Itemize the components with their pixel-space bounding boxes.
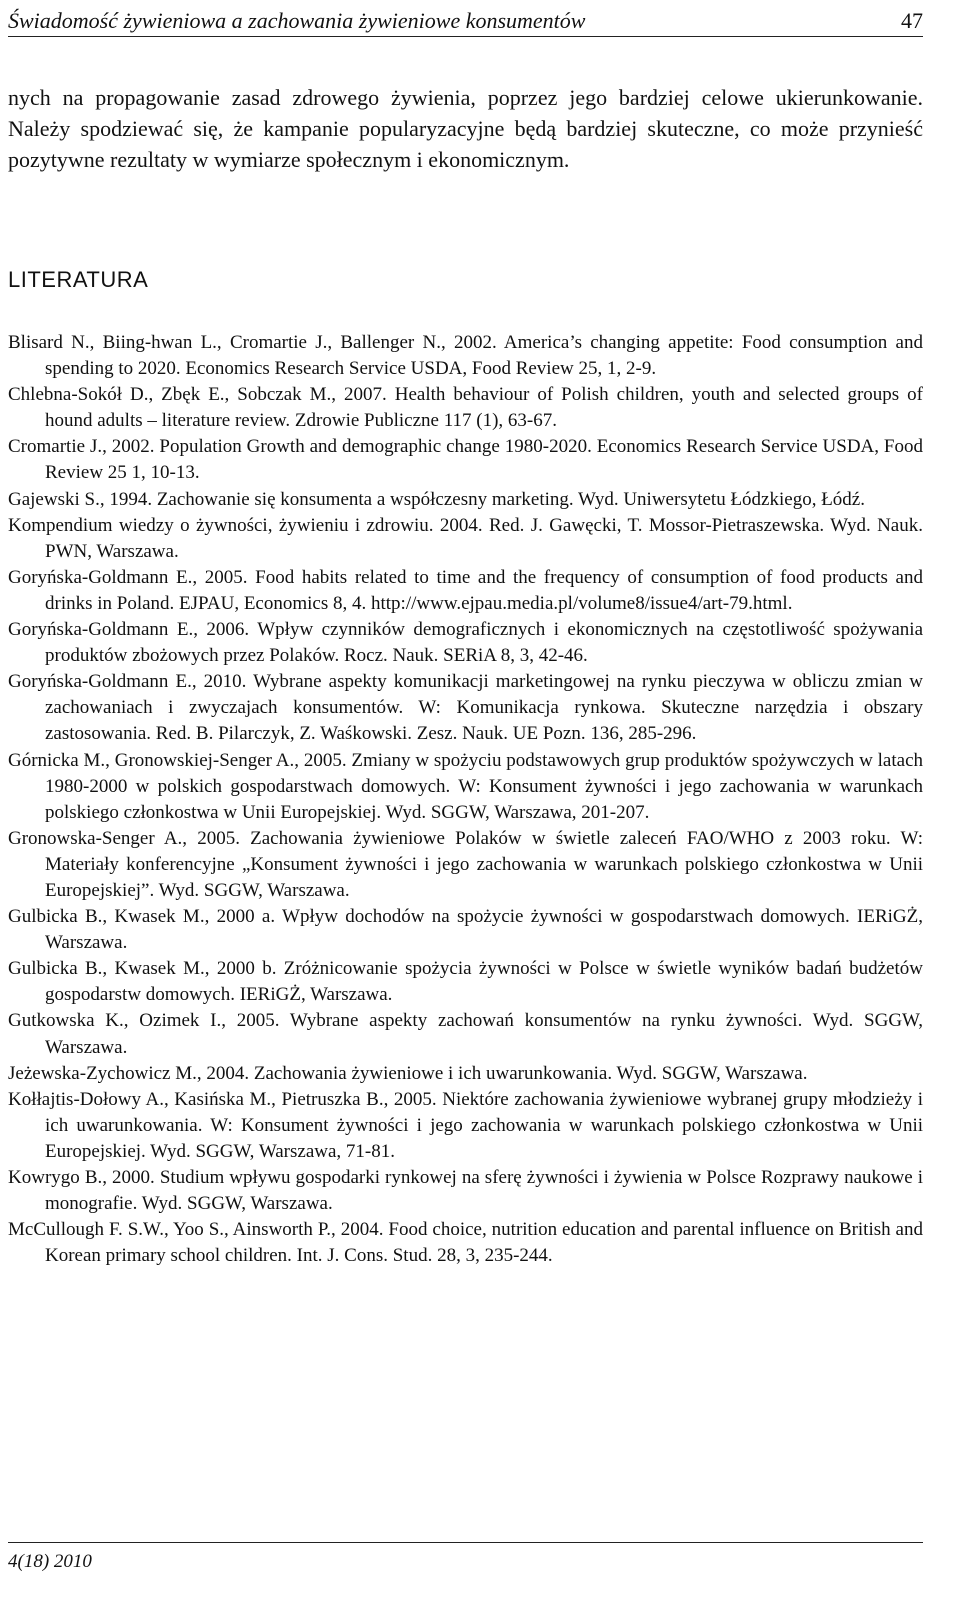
reference-item: Gronowska-Senger A., 2005. Zachowania żywieniowe Polaków w świetle zaleceń FAO/WHO z 2003 roku. W: Materiały konferencyjne „Konsument żywności i jego zachowania w warunkach polskiego członkostwa w Unii Europejskiej”. Wyd. SGGW, Warszawa. [8, 827, 923, 901]
running-footer [8, 1542, 923, 1573]
reference-item: Goryńska-Goldmann E., 2006. Wpływ czynników demograficznych i ekonomicznych na częstotliwość spożywania produktów zbożowych przez Polaków. Rocz. Nauk. SERiA 8, 3, 42-46. [8, 619, 923, 667]
reference-item: Goryńska-Goldmann E., 2005. Food habits related to time and the frequency of consumption of food products and drinks in Poland. EJPAU, Economics 8, 4. http://www.ejpau.media.pl/volume8/issue4/art-79.html. [8, 566, 923, 614]
reference-item: McCullough F. S.W., Yoo S., Ainsworth P., 2004. Food choice, nutrition education and parental influence on British and Korean primary school children. Int. J. Cons. Stud. 28, 3, 235-244. [8, 1219, 923, 1267]
reference-item: Jeżewska-Zychowicz M., 2004. Zachowania żywieniowe i ich uwarunkowania. Wyd. SGGW, Warszawa. [8, 1062, 808, 1084]
reference-item: Blisard N., Biing-hwan L., Cromartie J., Ballenger N., 2002. America’s changing appetite: Food consumption and spending to 2020. Economics Research Service USDA, Food Review 25, 1, 2-9. [8, 332, 923, 380]
reference-item: Kowrygo B., 2000. Studium wpływu gospodarki rynkowej na sferę żywności i żywienia w Polsce Rozprawy naukowe i monografie. Wyd. SGGW, Warszawa. [8, 1167, 923, 1215]
reference-item: Gulbicka B., Kwasek M., 2000 b. Zróżnicowanie spożycia żywności w Polsce w świetle wyników badań budżetów gospodarstw domowych. IERiGŻ, Warszawa. [8, 958, 923, 1006]
reference-item: Górnicka M., Gronowskiej-Senger A., 2005. Zmiany w spożyciu podstawowych grup produktów spożywczych w latach 1980-2000 w polskich gospodarstwach domowych. W: Konsument żywności i jego zachowania w warunkach polskiego członkostwa w Unii Europejskiej. Wyd. SGGW, Warszawa, 201-207. [8, 749, 923, 823]
issue-number: 4(18) 2010 [8, 1551, 92, 1572]
reference-item: Chlebna-Sokół D., Zbęk E., Sobczak M., 2007. Health behaviour of Polish children, youth and selected groups of hound adults – literature review. Zdrowie Publiczne 117 (1), 63-67. [8, 384, 923, 432]
reference-list [8, 330, 923, 1269]
section-title: LITERATURA [8, 267, 149, 292]
intro-paragraph: nych na propagowanie zasad zdrowego żywienia, poprzez jego bardziej celowe ukierunkowanie. Należy spodziewać się, że kampanie popularyzacyjne będą bardziej skuteczne, co może przynieść pozytywne rezultaty w wymiarze społecznym i ekonomicznym. [8, 85, 923, 172]
reference-item: Kołłajtis-Dołowy A., Kasińska M., Pietruszka B., 2005. Niektóre zachowania żywieniowe wybranej grupy młodzieży i ich uwarunkowania. W: Konsument żywności i jego zachowania w warunkach polskiego członkostwa w Unii Europejskiej. Wyd. SGGW, Warszawa, 71-81. [8, 1088, 923, 1162]
running-header [8, 6, 923, 37]
reference-item: Gutkowska K., Ozimek I., 2005. Wybrane aspekty zachowań konsumentów na rynku żywności. Wyd. SGGW, Warszawa. [8, 1010, 923, 1058]
reference-item: Kompendium wiedzy o żywności, żywieniu i zdrowiu. 2004. Red. J. Gawęcki, T. Mossor-Pietraszewska. Wyd. Nauk. PWN, Warszawa. [8, 514, 923, 562]
reference-item: Cromartie J., 2002. Population Growth and demographic change 1980-2020. Economics Research Service USDA, Food Review 25 1, 10-13. [8, 436, 923, 484]
running-title: Świadomość żywieniowa a zachowania żywieniowe konsumentów [8, 8, 586, 33]
reference-item: Gajewski S., 1994. Zachowanie się konsumenta a współczesny marketing. Wyd. Uniwersytetu Łódzkiego, Łódź. [8, 488, 865, 510]
reference-item: Goryńska-Goldmann E., 2010. Wybrane aspekty komunikacji marketingowej na rynku pieczywa w obliczu zmian w zachowaniach i zwyczajach konsumentów. W: Komunikacja rynkowa. Skuteczne narzędzia i obszary zastosowania. Red. B. Pilarczyk, Z. Waśkowski. Zesz. Nauk. UE Pozn. 136, 285-296. [8, 671, 923, 745]
page-number: 47 [901, 8, 923, 33]
reference-item: Gulbicka B., Kwasek M., 2000 a. Wpływ dochodów na spożycie żywności w gospodarstwach domowych. IERiGŻ, Warszawa. [8, 906, 923, 954]
